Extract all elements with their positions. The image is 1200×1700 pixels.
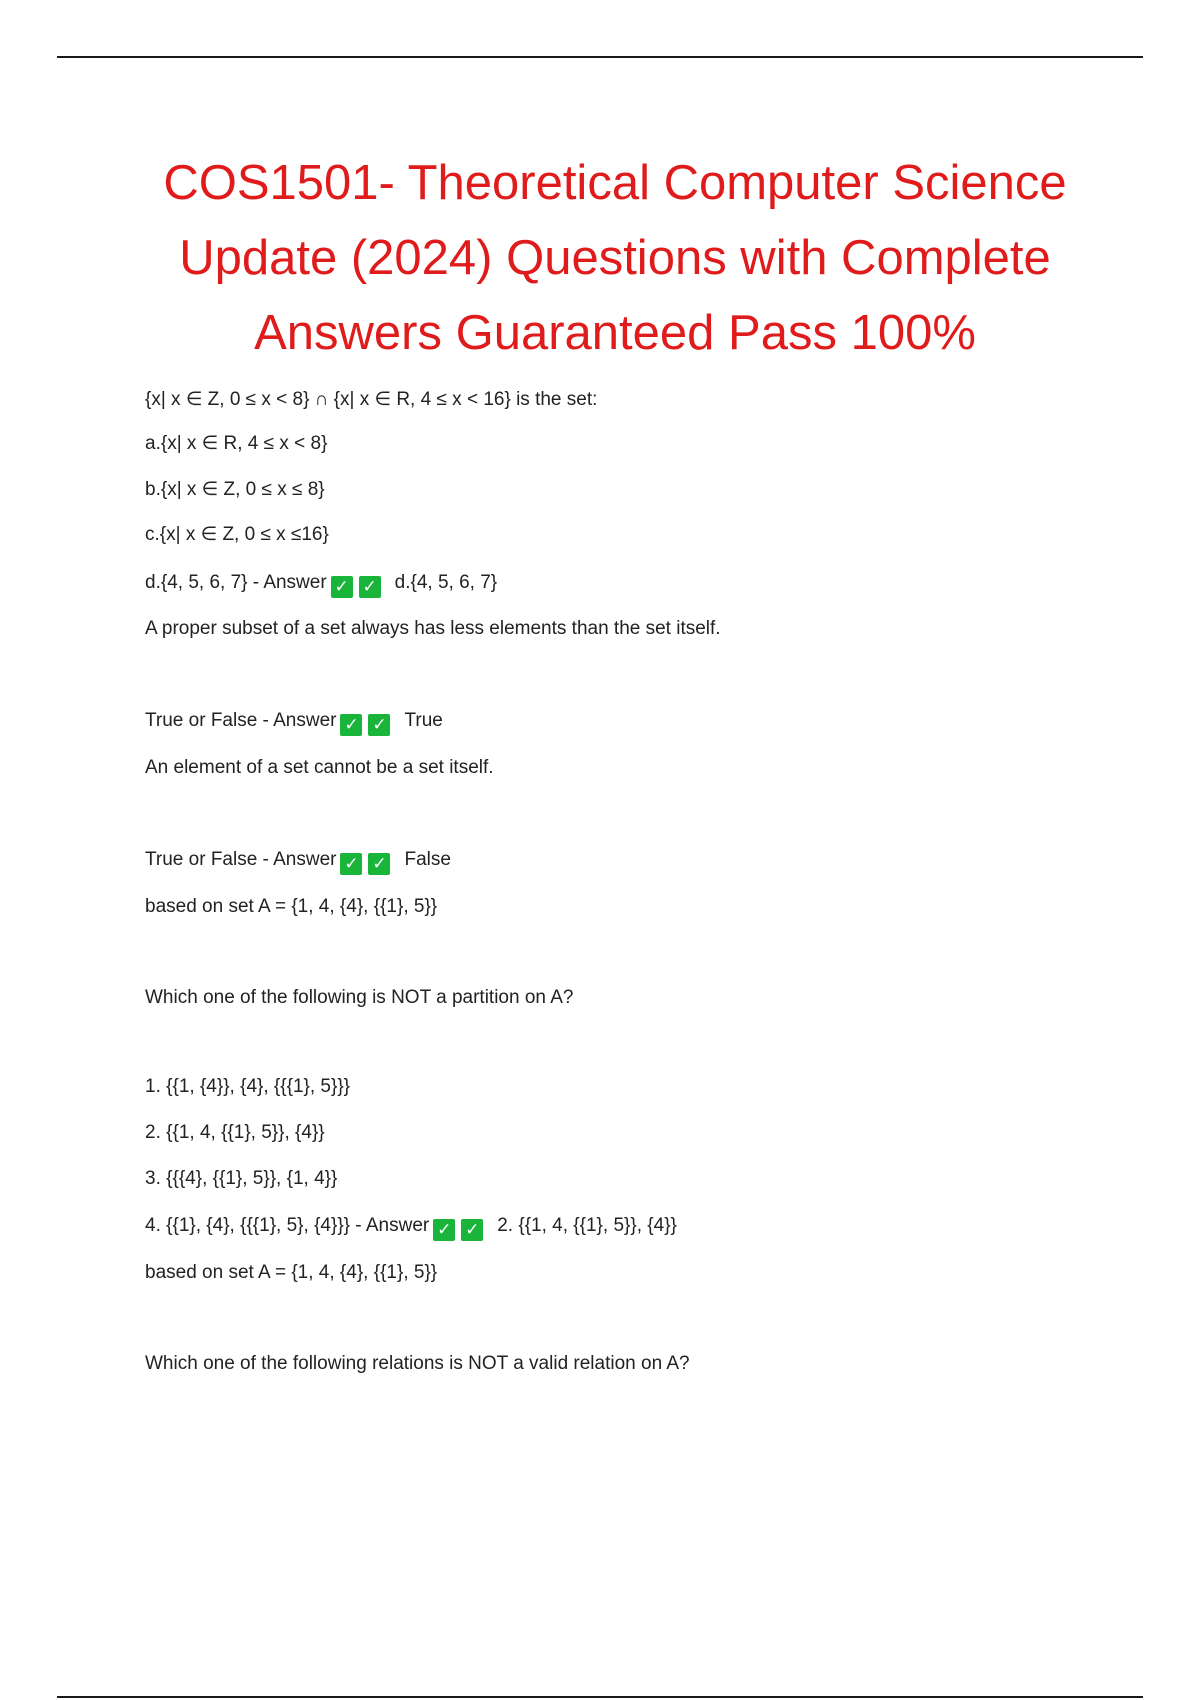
q3-text: An element of a set cannot be a set itself. [145, 757, 494, 778]
q1-text: {x| x ∈ Z, 0 ≤ x < 8} ∩ {x| x ∈ R, 4 ≤ x < 16} is the set: [145, 389, 598, 410]
q2-text: A proper subset of a set always has less elements than the set itself. [145, 618, 721, 639]
q4-option-2: 2. {{1, 4, {{1}, 5}}, {4}} [145, 1122, 325, 1143]
check-icon: ✓ [368, 714, 390, 736]
q2-answer: True [404, 710, 443, 731]
title-line-3: Answers Guaranteed Pass 100% [254, 306, 976, 360]
q1-answer: d.{4, 5, 6, 7} [394, 572, 498, 593]
title-line-1: COS1501- Theoretical Computer Science [163, 156, 1067, 210]
q4-answer-line [145, 1214, 677, 1241]
q2-prompt: True or False - Answer [145, 710, 337, 731]
q1-option-a: a.{x| x ∈ R, 4 ≤ x < 8} [145, 433, 328, 454]
q4-answer: 2. {{1, 4, {{1}, 5}}, {4}} [497, 1215, 677, 1236]
q2-answer-line [145, 709, 443, 736]
title-line-2: Update (2024) Questions with Complete [179, 231, 1051, 285]
q4-setup: based on set A = {1, 4, {4}, {{1}, 5}} [145, 896, 438, 917]
check-icon: ✓ [331, 576, 353, 598]
check-icon: ✓ [359, 576, 381, 598]
q3-answer: False [404, 849, 451, 870]
check-icon: ✓ [340, 853, 362, 875]
q1-answer-line [145, 571, 497, 598]
q1-option-d: d.{4, 5, 6, 7} - Answer [145, 572, 327, 593]
q3-answer-line [145, 848, 451, 875]
q4-option-1: 1. {{1, {4}}, {4}, {{{1}, 5}}} [145, 1076, 351, 1097]
check-icon: ✓ [340, 714, 362, 736]
check-icon: ✓ [368, 853, 390, 875]
q4-option-4: 4. {{1}, {4}, {{{1}, 5}, {4}}} - Answer [145, 1215, 430, 1236]
q1-option-c: c.{x| x ∈ Z, 0 ≤ x ≤16} [145, 524, 329, 545]
q5-setup: based on set A = {1, 4, {4}, {{1}, 5}} [145, 1262, 438, 1283]
q3-prompt: True or False - Answer [145, 849, 337, 870]
document-title [60, 146, 1170, 371]
top-rule [57, 56, 1143, 58]
q1-option-b: b.{x| x ∈ Z, 0 ≤ x ≤ 8} [145, 479, 325, 500]
check-icon: ✓ [433, 1219, 455, 1241]
q5-text: Which one of the following relations is NOT a valid relation on A? [145, 1353, 690, 1374]
check-icon: ✓ [461, 1219, 483, 1241]
q4-option-3: 3. {{{4}, {{1}, 5}}, {1, 4}} [145, 1168, 338, 1189]
bottom-rule [57, 1696, 1143, 1698]
q4-text: Which one of the following is NOT a partition on A? [145, 987, 574, 1008]
